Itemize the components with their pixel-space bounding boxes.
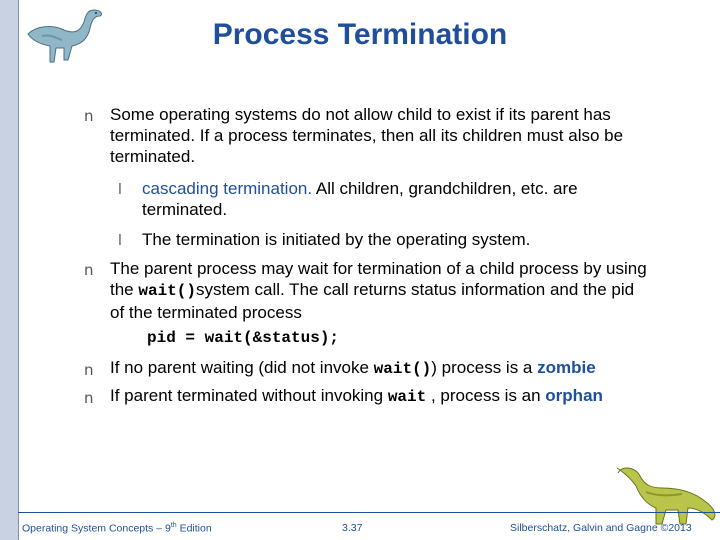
bullet-orphan [110,385,670,408]
bullet-marker: n [84,261,94,279]
wait-code: wait [387,388,427,406]
bullet-text: Some operating systems do not allow child to exist if its parent has terminated. If a process terminates, then all its children must also be terminated. [110,105,624,166]
dinosaur-logo-bottom [616,462,720,528]
bullet-marker: n [84,107,94,125]
bullet-marker: n [84,389,94,407]
sub-bullet-marker: l [118,233,122,249]
code-line-wait-status [147,326,339,349]
sub-bullet-cascading [142,178,642,220]
sidebar-divider [18,0,19,540]
book-title-text: Operating System Concepts – 9 [22,522,171,535]
sub-bullet-marker: l [118,182,122,198]
sub-bullet-os-initiated [142,229,642,250]
cascading-text: All children, grandchildren, etc. are terminated. [142,179,578,219]
dinosaur-logo-top [22,4,112,66]
pid-wait-code: pid = wait(&status); [147,329,340,347]
bullet-zombie [110,357,670,380]
left-sidebar-band [0,0,18,540]
bullet-child-exist [110,104,650,167]
parent-wait-text-a: The parent process may wait for termination of a child process by using the [110,259,647,299]
parent-wait-text-b: system call. The call returns status information and the pid of the terminated process [110,280,635,322]
footer-page-number: 3.37 [342,522,363,534]
wait-code: wait() [373,360,432,378]
footer-book-title [22,522,212,535]
orphan-text-a: If parent terminated without invoking [110,386,388,405]
edition-superscript: th [170,522,177,529]
cascading-termination-term: cascading termination. [142,179,313,198]
zombie-text-a: If no parent waiting (did not invoke [110,358,374,377]
wait-code: wait() [138,282,196,300]
edition-text: Edition [176,522,212,535]
footer-divider [18,512,720,513]
orphan-term: orphan [545,386,603,405]
zombie-term: zombie [537,358,596,377]
page-title: Process Termination [212,18,508,51]
bullet-parent-wait [110,258,650,323]
orphan-text-b: , process is an [430,386,546,405]
zombie-text-b: ) process is a [431,358,538,377]
bullet-marker: n [84,361,94,379]
os-initiated-text: The termination is initiated by the operating system. [142,230,531,249]
footer-copyright: Silberschatz, Galvin and Gagne ©2013 [510,522,692,534]
